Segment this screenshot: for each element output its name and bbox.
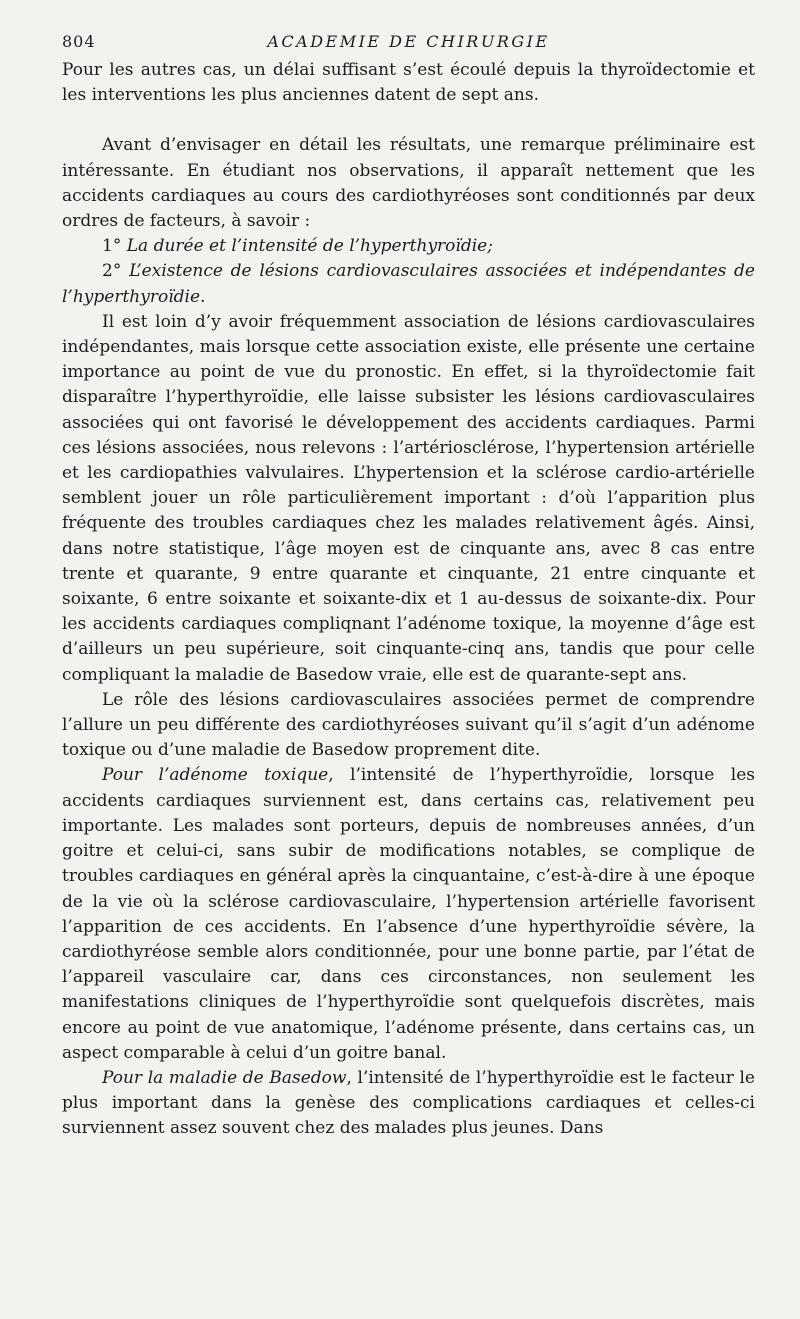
list-item-1 [62, 234, 755, 259]
running-title: ACADEMIE DE CHIRURGIE [267, 32, 550, 51]
paragraph-5-rest: , l’intensité de l’hyperthyroïdie, lorsque les accidents cardiaques surviennent est, dans certains cas, relativement peu importante. Les malades sont porteurs, depuis de nombreuses années, d’un goitre et celui-ci, sans subir de modifications notables, se complique de troubles cardiaques en général après la cinquantaine, c’est-à-dire à une époque de la vie où la sclérose cardiovasculaire, l’hypertension artérielle favorisent l’apparition de ces accidents. En l’absence d’une hyperthyroïdie sévère, la cardiothyréose semble alors conditionnée, pour une bonne partie, par l’état de l’appareil vasculaire car, dans ces circonstances, non seulement les manifestations cliniques de l’hyperthyroïdie sont quelquefois discrètes, mais encore au point de vue anatomique, l’adénome présente, dans certains cas, un aspect comparable à celui d’un goitre banal. [62, 765, 755, 1063]
paragraph-1: Pour les autres cas, un délai suffisant s’est écoulé depuis la thyroïdectomie et les interventions les plus anciennes datent de sept ans. [62, 60, 755, 106]
running-header [62, 26, 755, 58]
paragraph-4: Le rôle des lésions cardiovasculaires associées permet de comprendre l’allure un peu différente des cardiothyréoses suivant qu’il s’agit d’un adénome toxique ou d’une maladie de Basedow proprement dite. [62, 689, 755, 761]
paragraph-5 [62, 763, 755, 1065]
paragraph-5-lead: Pour l’adénome toxique [102, 765, 329, 786]
page [62, 26, 755, 1142]
list-item-1-text: La durée et l’intensité de l’hyperthyroïdie; [126, 236, 493, 257]
paragraph-2: Avant d’envisager en détail les résultats, une remarque préliminaire est intéressante. En étudiant nos observations, il apparaît nettement que les accidents cardiaques au cours des cardiothyréoses sont conditionnés par deux ordres de facteurs, à savoir : [62, 135, 755, 232]
list-item-2-text: L’existence de lésions cardiovasculaires associées et indépendantes de l’hyperthyroïdie. [62, 261, 755, 307]
list-item-2 [62, 259, 755, 309]
page-number: 804 [62, 32, 96, 51]
paragraph-6-rest: , l’intensité de l’hyperthyroïdie est le facteur le plus important dans la genèse des complications cardiaques et celles-ci surviennent assez souvent chez des malades plus jeunes. Dans [62, 1067, 755, 1139]
paragraph-6 [62, 1066, 755, 1142]
paragraph-3: Il est loin d’y avoir fréquemment association de lésions cardiovasculaires indépendantes, mais lorsque cette association existe, elle présente une certaine importance au point de vue du pronostic. En effet, si la thyroïdectomie fait disparaître l’hyperthyroïdie, elle laisse subsister les lésions cardiovasculaires associées qui ont favorisé le développement des accidents cardiaques. Parmi ces lésions associées, nous relevons : l’artériosclérose, l’hypertension artérielle et les cardiopathies valvulaires. L’hypertension et la sclérose cardio-artérielle semblent jouer un rôle particulièrement important : d’où l’apparition plus fréquente des troubles cardiaques chez les malades relativement âgés. Ainsi, dans notre statistique, l’âge moyen est de cinquante ans, avec 8 cas entre trente et quarante, 9 entre quarante et cinquante, 21 entre cinquante et soixante, 6 entre soixante et soixante-dix et 1 au-dessus de soixante-dix. Pour les accidents cardiaques compliqnant l’adénome toxique, la moyenne d’âge est d’ailleurs un peu supérieure, soit cinquante-cinq ans, tandis que pour celle compliquant la maladie de Basedow vraie, elle est de quarante-sept ans. [62, 311, 755, 685]
paragraph-6-lead: Pour la maladie de Basedow [102, 1067, 347, 1088]
list-item-1-number: 1° [102, 236, 122, 257]
list-item-2-number: 2° [102, 261, 122, 282]
